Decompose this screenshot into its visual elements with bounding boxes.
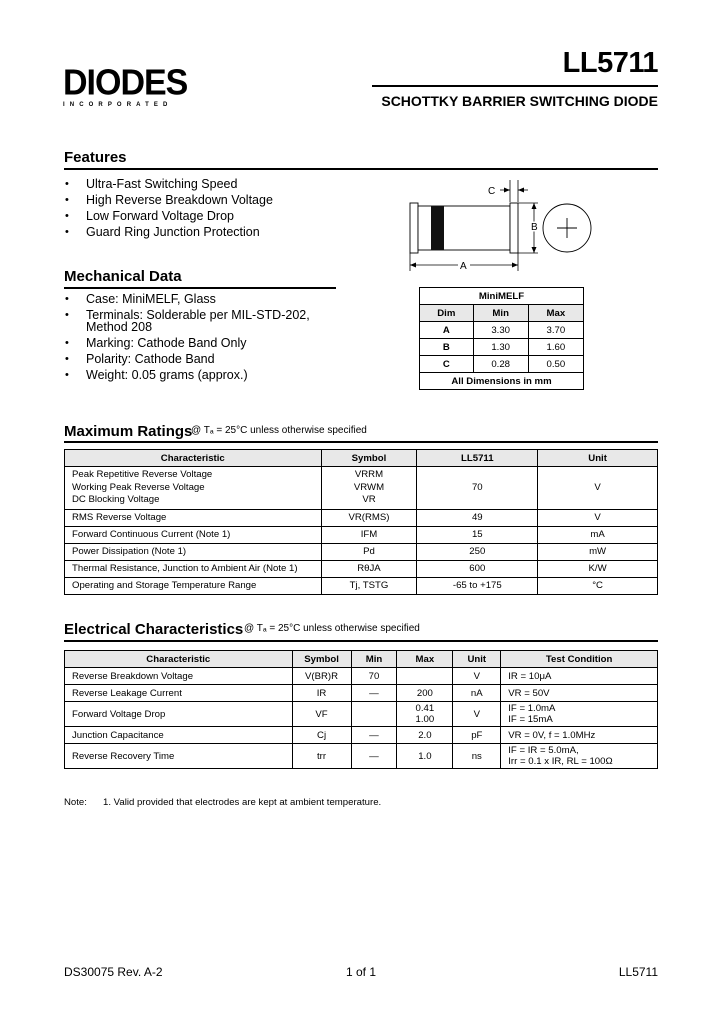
column-header: Min [351, 651, 397, 668]
footer-page-number: 1 of 1 [346, 965, 377, 979]
max-ratings-rule [64, 441, 658, 443]
electrical-condition: @ Tₐ = 25°C unless otherwise specified [244, 623, 420, 634]
electrical-title: Electrical Characteristics [64, 621, 244, 638]
max-ratings-title: Maximum Ratings [64, 423, 193, 440]
list-item: • Polarity: Cathode Band [64, 351, 354, 367]
list-item: • Marking: Cathode Band Only [64, 335, 354, 351]
device-subtitle: SCHOTTKY BARRIER SWITCHING DIODE [381, 93, 658, 109]
dimensions-caption: MiniMELF [420, 288, 584, 305]
mechanical-rule [64, 287, 336, 289]
dimension-b-label: B [531, 222, 538, 233]
mechanical-list [64, 291, 354, 383]
column-header: Symbol [292, 651, 351, 668]
column-header: Characteristic [65, 450, 322, 467]
footer-part-number: LL5711 [618, 965, 658, 979]
features-list [64, 176, 384, 240]
notes-label: Note: [64, 797, 87, 808]
column-header: Test Condition [501, 651, 658, 668]
company-logo [63, 63, 213, 108]
list-item: • Weight: 0.05 grams (approx.) [64, 367, 354, 383]
table-row: A 3.30 3.70 [420, 322, 584, 339]
column-header: LL5711 [417, 450, 538, 467]
table-row: Reverse Breakdown Voltage V(BR)R 70 V IR = 10μA [65, 668, 658, 685]
maximum-ratings-table [64, 449, 658, 595]
table-row: Power Dissipation (Note 1) Pd 250 mW [65, 543, 658, 560]
column-header: Max [528, 305, 583, 322]
electrical-characteristics-table [64, 650, 658, 769]
package-outline-diagram [400, 176, 610, 276]
logo-subtext: INCORPORATED [63, 102, 173, 108]
table-row: Forward Voltage Drop VF 0.41 1.00 V IF = 1.0mA IF = 15mA [65, 702, 658, 727]
table-row: Peak Repetitive Reverse Voltage Working Peak Reverse Voltage DC Blocking Voltage VRRM VRWM VR 70 V [65, 467, 658, 510]
column-header: Characteristic [65, 651, 293, 668]
list-item-continuation: Method 208 [86, 320, 153, 334]
column-header: Symbol [321, 450, 417, 467]
list-item: • Ultra-Fast Switching Speed [64, 176, 384, 192]
dimensions-footer: All Dimensions in mm [420, 373, 584, 390]
list-item: • Guard Ring Junction Protection [64, 224, 384, 240]
table-row: Reverse Leakage Current IR — 200 nA VR = 50V [65, 685, 658, 702]
column-header: Max [397, 651, 453, 668]
dimension-a-label: A [460, 261, 467, 272]
column-header: Min [473, 305, 528, 322]
table-row: Forward Continuous Current (Note 1) IFM 15 mA [65, 526, 658, 543]
footer-doc-number: DS30075 Rev. A-2 [64, 965, 163, 979]
note-1: 1. Valid provided that electrodes are kept at ambient temperature. [103, 797, 382, 808]
max-ratings-condition: @ Tₐ = 25°C unless otherwise specified [191, 425, 367, 436]
table-row: Operating and Storage Temperature Range Tj, TSTG -65 to +175 °C [65, 577, 658, 594]
column-header: Unit [453, 651, 501, 668]
electrical-rule [64, 640, 658, 642]
cathode-band [431, 206, 444, 250]
melf-left-cap [410, 203, 418, 253]
logo-text: DIODES [63, 63, 188, 103]
dimensions-table [419, 287, 584, 390]
table-row: Reverse Recovery Time trr — 1.0 ns IF = IR = 5.0mA, Irr = 0.1 x IR, RL = 100Ω [65, 744, 658, 769]
table-row: RMS Reverse Voltage VR(RMS) 49 V [65, 509, 658, 526]
melf-right-cap [510, 203, 518, 253]
table-row: C 0.28 0.50 [420, 356, 584, 373]
list-item: • Terminals: Solderable per MIL-STD-202, [64, 307, 354, 323]
table-row: Thermal Resistance, Junction to Ambient Air (Note 1) RθJA 600 K/W [65, 560, 658, 577]
features-title: Features [64, 149, 127, 166]
table-row: Junction Capacitance Cj — 2.0 pF VR = 0V, f = 1.0MHz [65, 727, 658, 744]
mechanical-title: Mechanical Data [64, 268, 182, 285]
part-number-title: LL5711 [562, 47, 658, 79]
header-rule [372, 85, 658, 87]
column-header: Unit [538, 450, 658, 467]
dimension-c-label: C [488, 186, 496, 197]
list-item: • Case: MiniMELF, Glass [64, 291, 354, 307]
list-item: • High Reverse Breakdown Voltage [64, 192, 384, 208]
list-item: • Low Forward Voltage Drop [64, 208, 384, 224]
table-row: B 1.30 1.60 [420, 339, 584, 356]
features-rule [64, 168, 658, 170]
column-header: Dim [420, 305, 474, 322]
